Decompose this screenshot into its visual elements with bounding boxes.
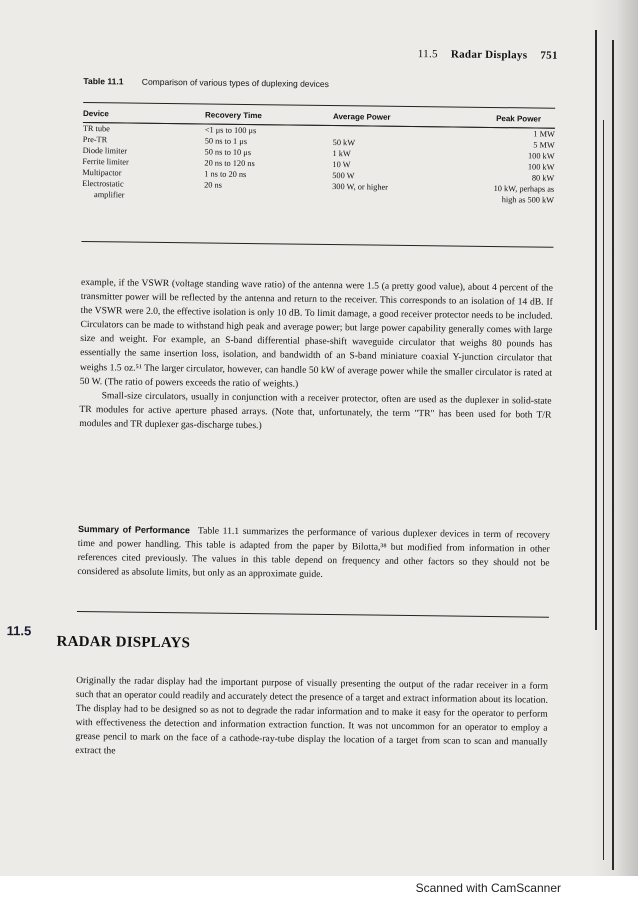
cell-recovery: 1 ns to 20 ns: [204, 169, 247, 179]
cell-device-line2: amplifier: [94, 190, 125, 200]
camscanner-footer: [0, 876, 638, 903]
duplexer-table: [82, 106, 555, 206]
cell-device: TR tube: [82, 123, 110, 134]
column-header: Recovery Time: [204, 110, 262, 121]
cell-device: [82, 178, 204, 201]
cell-peak: 1 MW: [533, 129, 555, 139]
paragraph: [77, 522, 550, 585]
camscanner-watermark: Scanned with CamScanner: [415, 881, 561, 895]
page-edge-line: [612, 40, 614, 870]
cell-peak: 100 kW: [527, 162, 555, 172]
cell-device: Diode limiter: [82, 145, 128, 156]
table-number: Table 11.1: [83, 75, 124, 87]
table-description: Comparison of various types of duplexing devices: [141, 76, 329, 89]
cell-recovery: 50 ns to 10 μs: [204, 147, 252, 158]
paragraph: Originally the radar display had the important purpose of visually presenting the output of the radar receiver in a form such that an operator could readily and accurately detect the presence of a target and extract information about its location. The display had to be designed so as not to degrade the radar information and to make it easy for the operator to perform with effectiveness the detection and information extraction function. It was not uncommon for an operator to employ a grease pencil to mark on the face of a cathode-ray-tube display the location of a target from scan to scan and manually extract the: [75, 674, 549, 757]
table-row: [82, 178, 554, 206]
section-title: RADAR DISPLAYS: [56, 633, 191, 652]
cell-recovery: 50 ns to 1 μs: [204, 136, 248, 146]
column-header: Device: [82, 108, 109, 119]
page-number: 751: [540, 49, 558, 62]
cell-peak-line1: 10 kW, perhaps as: [493, 184, 555, 194]
cell-peak-line2: high as 500 kW: [501, 195, 555, 205]
page-edge-line: [595, 30, 597, 630]
section-number: 11.5: [417, 48, 438, 61]
cell-average: 300 W, or higher: [332, 182, 389, 192]
running-title: Radar Displays: [450, 48, 528, 62]
cell-recovery: 20 ns: [204, 180, 222, 190]
summary-heading: Summary of Performance: [77, 523, 190, 536]
body-text-block: [79, 276, 553, 437]
handwritten-section-mark: 11.5: [6, 623, 32, 639]
section-rule: [77, 611, 549, 618]
column-header: Peak Power: [496, 114, 542, 124]
cell-recovery: <1 μs to 100 μs: [204, 125, 257, 136]
page-edge-shadow: [590, 0, 638, 876]
book-page: [6, 36, 558, 757]
table-bottom-rule: [81, 241, 553, 248]
cell-average: 1 kW: [332, 149, 351, 159]
page-edge-line: [603, 120, 604, 860]
column-header: Average Power: [332, 112, 391, 122]
cell-average: 10 W: [332, 160, 351, 170]
paragraph: Small-size circulators, usually in conjunction with a receiver protector, often are used as the duplexer in solid-state TR modules for active aperture phased arrays. (Note that, unfortunately, the term "TR" has been used for both T/R modules and TR duplexer gas-discharge tubes.): [79, 389, 552, 432]
cell-device: Multipactor: [82, 167, 122, 178]
cell-peak: [452, 183, 554, 206]
cell-recovery: 20 ns to 120 ns: [204, 158, 255, 169]
cell-average: 50 kW: [332, 138, 356, 148]
cell-device: Ferrite limiter: [82, 156, 129, 167]
cell-peak: 80 kW: [531, 173, 555, 183]
paragraph: example, if the VSWR (voltage standing wave ratio) of the antenna were 1.5 (a pretty good value), about 4 percent of the transmitter power will be reflected by the antenna and return to the receiver. This corresponds to an isolation of 14 dB. If the VSWR were 2.0, the effective isolation is only 10 dB. To limit damage, a good receiver protector needs to be included. Circulators can be made to withstand high peak and average power; but large power capability generally comes with large size and weight. For example, an S-band differential phase-shift waveguide circulator that weighs 80 pounds has essentially the same insertion loss, isolation, and bandwidth of an S-band miniature coaxial Y-junction circulator that weighs 1.5 oz.⁵¹ The larger circulator, however, can handle 50 kW of average power while the smaller circulator is rated at 50 W. (The ratio of powers exceeds the ratio of weights.): [79, 276, 554, 390]
body-text-block: [75, 674, 548, 764]
cell-average: 500 W: [332, 171, 355, 181]
summary-text: Table 11.1 summarizes the performance of various duplexer devices in term of recovery time and power handling. This table is adapted from the paper by Bilotta,³⁸ but modified from information in other references cited previously. The values in this table depend on frequency and other factors so they should not be considered as absolute limits, but only as an approximate guide.: [77, 525, 550, 581]
summary-block: [77, 522, 550, 585]
cell-device: Pre-TR: [82, 134, 108, 145]
table-caption: [83, 76, 329, 89]
cell-peak: 100 kW: [528, 151, 555, 161]
cell-device-line1: Electrostatic: [82, 178, 124, 189]
running-head: [418, 48, 558, 62]
cell-peak: 5 MW: [533, 140, 555, 150]
